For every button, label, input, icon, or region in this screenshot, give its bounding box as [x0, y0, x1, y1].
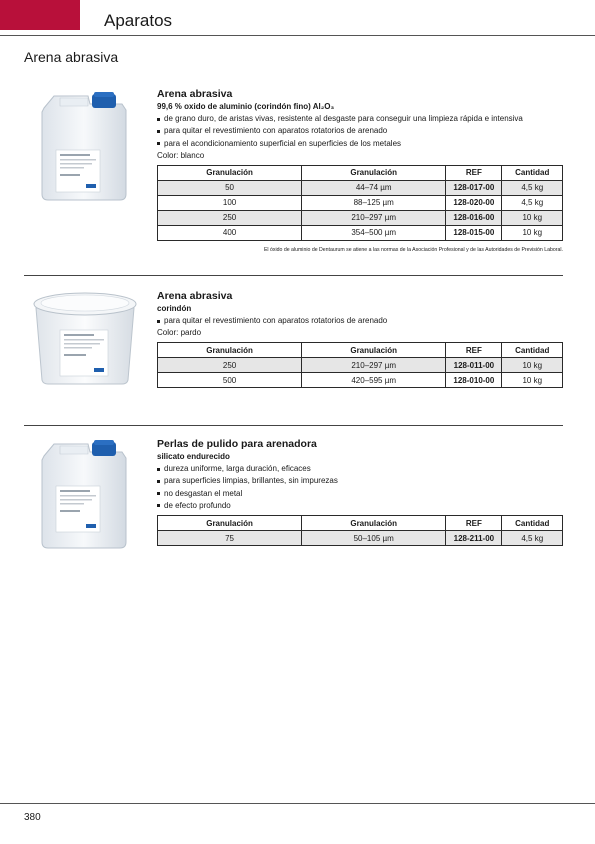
- column-header: REF: [446, 165, 502, 180]
- table-cell: 500: [158, 373, 302, 388]
- feature-item: para quitar el revestimiento con aparatos rotatorios de arenado: [157, 315, 563, 327]
- product-info: [157, 290, 563, 388]
- table-cell: 210–297 µm: [302, 210, 446, 225]
- product-color: Color: blanco: [157, 150, 205, 160]
- column-header: Cantidad: [502, 516, 563, 531]
- feature-item: de efecto profundo: [157, 500, 563, 512]
- product-name: Perlas de pulido para arenadora: [157, 438, 317, 450]
- column-header: Cantidad: [502, 343, 563, 358]
- product-subtitle: 99,6 % oxido de aluminio (corindón fino) Al₂O₃: [157, 102, 335, 111]
- table-cell: 44–74 µm: [302, 180, 446, 195]
- ref-cell: 128-211-00: [446, 531, 502, 546]
- column-header: Granulación: [302, 343, 446, 358]
- ref-cell: 128-015-00: [446, 225, 502, 240]
- page-header-title: Aparatos: [104, 11, 173, 30]
- table-cell: 10 kg: [502, 210, 563, 225]
- section-title: Arena abrasiva: [24, 49, 119, 65]
- product-subtitle: silicato endurecido: [157, 452, 230, 461]
- table-row: [158, 358, 563, 373]
- table-cell: 88–125 µm: [302, 195, 446, 210]
- ref-cell: 128-020-00: [446, 195, 502, 210]
- table-cell: 210–297 µm: [302, 358, 446, 373]
- compliance-note: El óxido de aluminio de Dentaurum se atiene a las normas de la Asociación Profesional y de las Autoridades de Previsión Laboral.: [263, 246, 563, 253]
- table-cell: 10 kg: [502, 358, 563, 373]
- feature-list: [157, 113, 563, 150]
- canister-image: [30, 438, 130, 550]
- table-cell: 50: [158, 180, 302, 195]
- ref-cell: 128-017-00: [446, 180, 502, 195]
- feature-list: [157, 315, 563, 327]
- table-cell: 250: [158, 210, 302, 225]
- table-cell: 250: [158, 358, 302, 373]
- feature-item: para superficies limpias, brillantes, sin impurezas: [157, 475, 563, 487]
- table-row: [158, 195, 563, 210]
- column-header: REF: [446, 343, 502, 358]
- column-header: REF: [446, 516, 502, 531]
- footer-divider: [0, 803, 595, 804]
- product-info: [157, 438, 563, 546]
- feature-item: para el acondicionamiento superficial en superficies de los metales: [157, 138, 563, 150]
- table-cell: 50–105 µm: [302, 531, 446, 546]
- product-subtitle: corindón: [157, 304, 192, 313]
- table-cell: 354–500 µm: [302, 225, 446, 240]
- table-header-row: [158, 516, 563, 531]
- table-cell: 10 kg: [502, 225, 563, 240]
- product-table: [157, 342, 563, 388]
- column-header: Granulación: [302, 165, 446, 180]
- section-divider: [24, 275, 563, 276]
- table-row: [158, 373, 563, 388]
- table-header-row: [158, 165, 563, 180]
- ref-cell: 128-011-00: [446, 358, 502, 373]
- table-cell: 4,5 kg: [502, 195, 563, 210]
- feature-item: dureza uniforme, larga duración, eficaces: [157, 463, 563, 475]
- section-divider: [24, 425, 563, 426]
- table-cell: 100: [158, 195, 302, 210]
- table-cell: 75: [158, 531, 302, 546]
- feature-item: no desgastan el metal: [157, 488, 563, 500]
- header-divider: [0, 35, 595, 36]
- table-row: [158, 531, 563, 546]
- ref-cell: 128-010-00: [446, 373, 502, 388]
- product-name: Arena abrasiva: [157, 290, 233, 302]
- column-header: Granulación: [158, 516, 302, 531]
- feature-item: para quitar el revestimiento con aparatos rotatorios de arenado: [157, 125, 563, 137]
- column-header: Granulación: [302, 516, 446, 531]
- column-header: Granulación: [158, 165, 302, 180]
- feature-list: [157, 463, 563, 512]
- canister-image: [30, 90, 130, 202]
- table-cell: 10 kg: [502, 373, 563, 388]
- table-row: [158, 180, 563, 195]
- product-color: Color: pardo: [157, 328, 202, 338]
- bucket-image: [30, 290, 140, 386]
- table-header-row: [158, 343, 563, 358]
- table-row: [158, 225, 563, 240]
- column-header: Cantidad: [502, 165, 563, 180]
- ref-cell: 128-016-00: [446, 210, 502, 225]
- table-cell: 400: [158, 225, 302, 240]
- table-row: [158, 210, 563, 225]
- column-header: Granulación: [158, 343, 302, 358]
- product-table: [157, 165, 563, 241]
- page-number: 380: [24, 812, 41, 823]
- product-info: [157, 88, 563, 253]
- product-table: [157, 515, 563, 546]
- table-cell: 4,5 kg: [502, 531, 563, 546]
- section-color-tab: [0, 0, 80, 30]
- feature-item: de grano duro, de aristas vivas, resistente al desgaste para conseguir una limpieza rápida e intensiva: [157, 113, 563, 125]
- table-cell: 4,5 kg: [502, 180, 563, 195]
- table-cell: 420–595 µm: [302, 373, 446, 388]
- product-name: Arena abrasiva: [157, 88, 233, 100]
